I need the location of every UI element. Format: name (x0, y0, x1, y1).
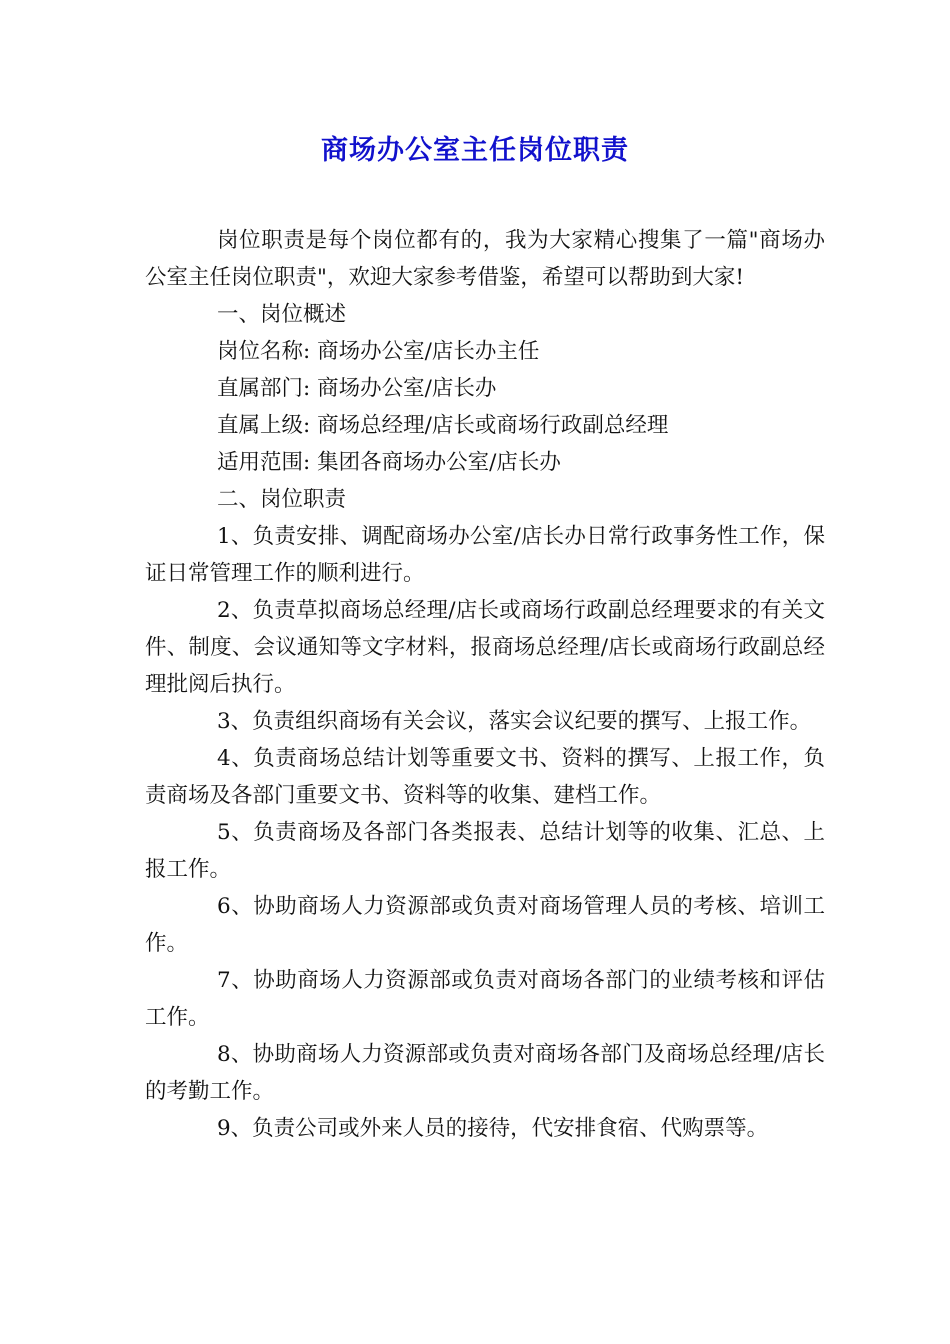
section-heading-duties: 二、岗位职责 (217, 487, 347, 512)
duty-item-4: 4、负责商场总结计划等重要文书、资料的撰写、上报工作，负责商场及各部门重要文书、资料等的收集、建档工作。 (145, 746, 825, 808)
field-scope: 适用范围: 集团各商场办公室/店长办 (217, 450, 561, 475)
intro-paragraph: 岗位职责是每个岗位都有的，我为大家精心搜集了一篇"商场办公室主任岗位职责"，欢迎大家参考借鉴，希望可以帮助到大家! (145, 228, 825, 290)
duty-item-6: 6、协助商场人力资源部或负责对商场管理人员的考核、培训工作。 (145, 894, 825, 956)
field-department: 直属部门: 商场办公室/店长办 (217, 376, 497, 401)
document-title: 商场办公室主任岗位职责 (321, 135, 629, 166)
field-position-name: 岗位名称: 商场办公室/店长办主任 (217, 339, 540, 364)
duty-item-7: 7、协助商场人力资源部或负责对商场各部门的业绩考核和评估工作。 (145, 968, 825, 1030)
duty-item-9: 9、负责公司或外来人员的接待，代安排食宿、代购票等。 (217, 1116, 769, 1141)
field-supervisor: 直属上级: 商场总经理/店长或商场行政副总经理 (217, 413, 669, 438)
section-heading-overview: 一、岗位概述 (217, 302, 347, 327)
duty-item-2: 2、负责草拟商场总经理/店长或商场行政副总经理要求的有关文件、制度、会议通知等文字材料，报商场总经理/店长或商场行政副总经理批阅后执行。 (145, 598, 825, 697)
document-body (145, 222, 825, 1147)
duty-item-5: 5、负责商场及各部门各类报表、总结计划等的收集、汇总、上报工作。 (145, 820, 825, 882)
duty-item-3: 3、负责组织商场有关会议，落实会议纪要的撰写、上报工作。 (217, 709, 812, 734)
duty-item-1: 1、负责安排、调配商场办公室/店长办日常行政事务性工作，保证日常管理工作的顺利进行。 (145, 524, 825, 586)
duty-item-8: 8、协助商场人力资源部或负责对商场各部门及商场总经理/店长的考勤工作。 (145, 1042, 825, 1104)
